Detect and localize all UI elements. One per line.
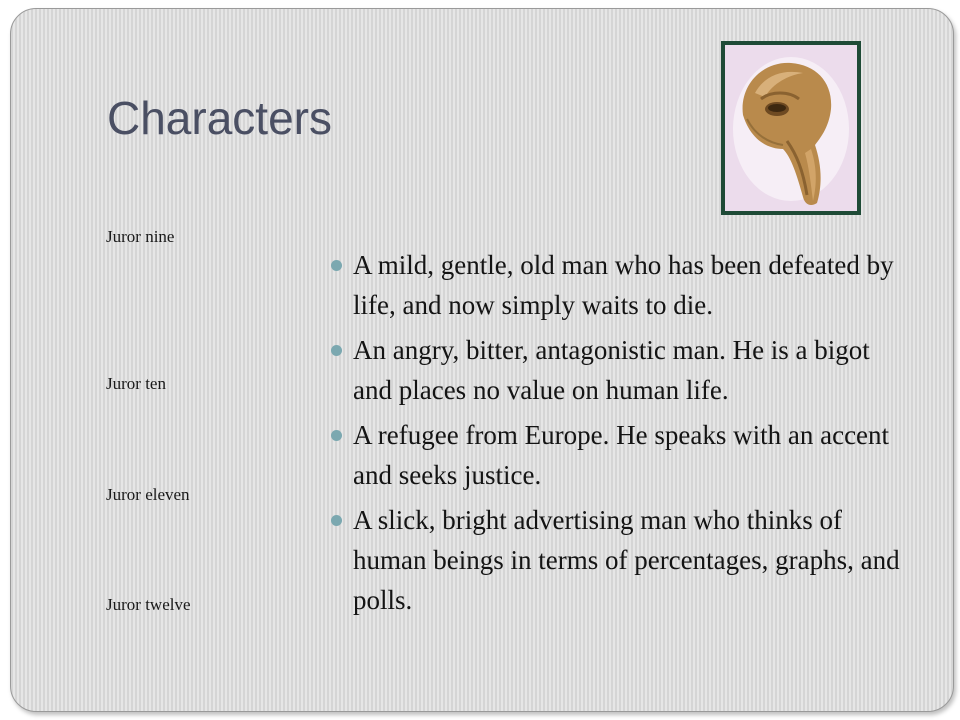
juror-label: Juror eleven <box>106 485 190 504</box>
juror-description-text: An angry, bitter, antagonistic man. He is a bigot and places no value on human life. <box>353 335 870 405</box>
mask-image-frame <box>721 41 861 215</box>
juror-description-item <box>331 330 911 410</box>
bullet-icon <box>331 515 342 526</box>
juror-description-text: A mild, gentle, old man who has been defeated by life, and now simply waits to die. <box>353 250 894 320</box>
juror-label: Juror nine <box>106 227 175 246</box>
slide-title: Characters <box>107 92 332 144</box>
mask-icon <box>725 45 857 211</box>
slide <box>10 8 954 712</box>
bullet-icon <box>331 430 342 441</box>
bullet-icon <box>331 260 342 271</box>
juror-label: Juror twelve <box>106 595 191 614</box>
juror-description-item <box>331 245 911 325</box>
juror-description-text: A refugee from Europe. He speaks with an accent and seeks justice. <box>353 420 890 490</box>
juror-description-list <box>331 245 911 625</box>
juror-description-item <box>331 415 911 495</box>
juror-description-item <box>331 500 911 620</box>
juror-description-text: A slick, bright advertising man who thinks of human beings in terms of percentages, graphs, and polls. <box>353 505 900 615</box>
bullet-icon <box>331 345 342 356</box>
juror-label: Juror ten <box>106 374 166 393</box>
